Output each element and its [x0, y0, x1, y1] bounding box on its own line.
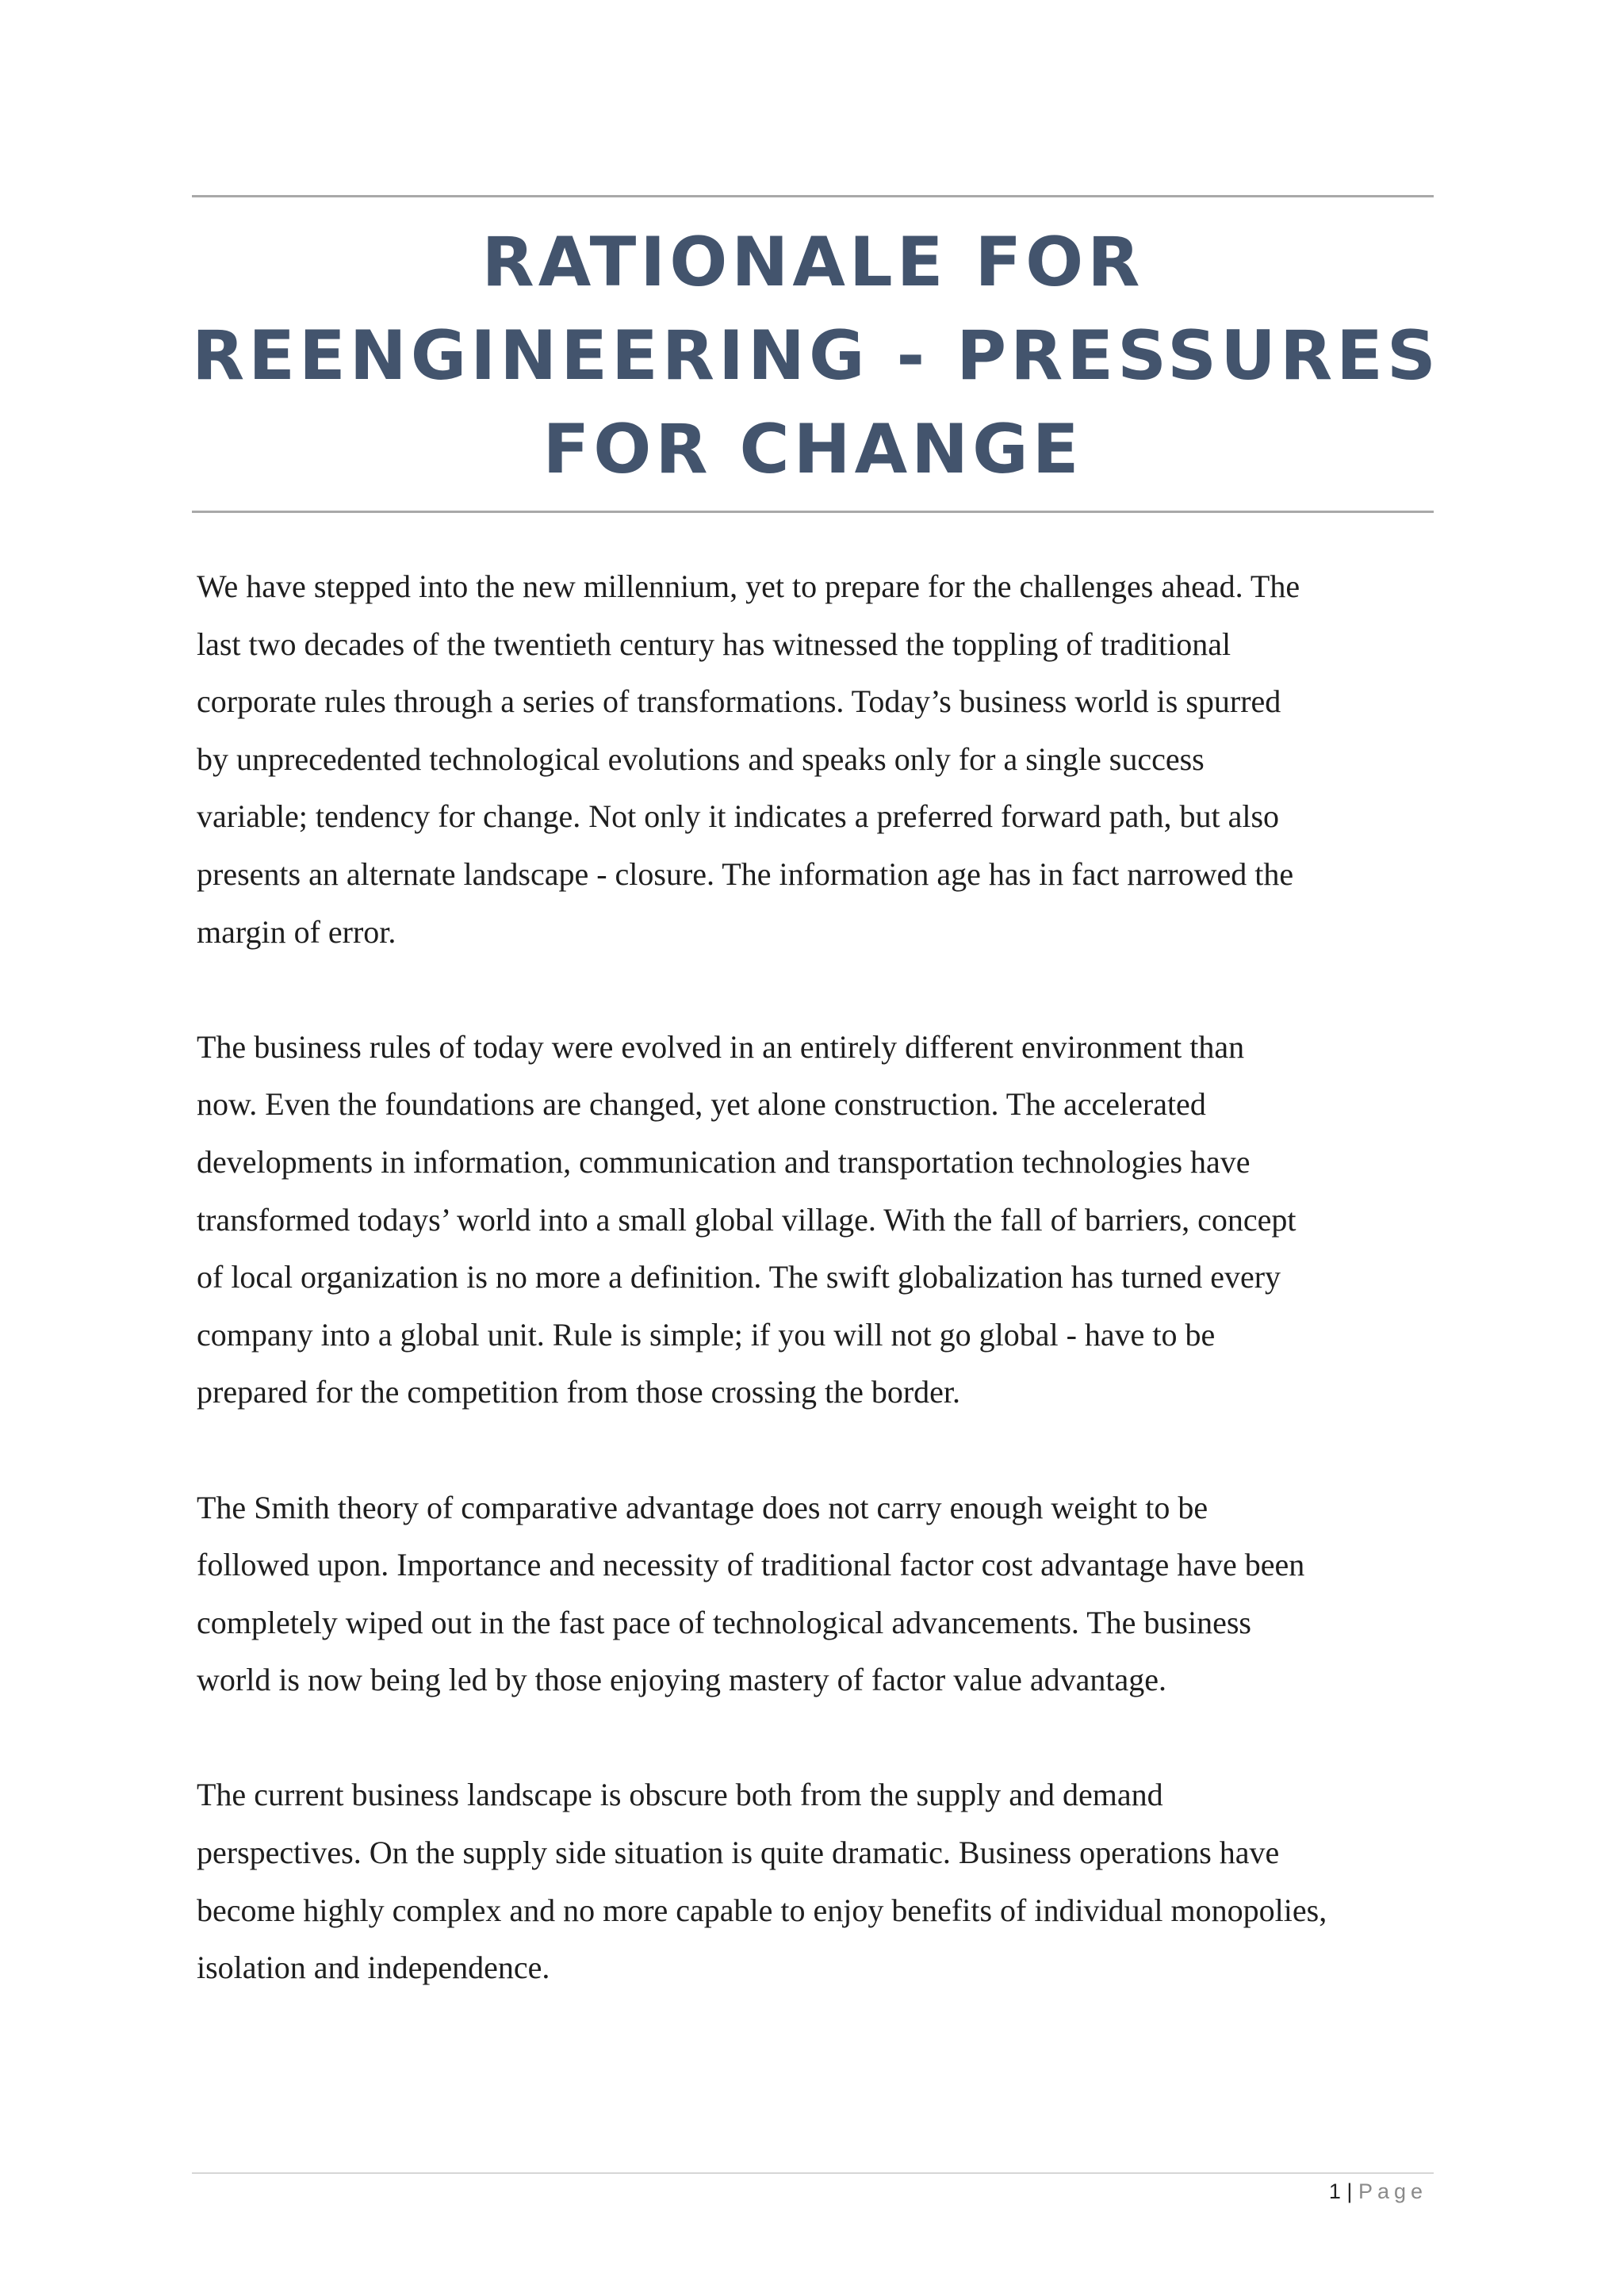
title-bottom-rule [192, 511, 1434, 513]
page-footer [1237, 2175, 1427, 2207]
page-number: 1 [1328, 2179, 1341, 2203]
title-line-1: RATIONALE FOR [481, 223, 1144, 302]
paragraph-2 [197, 1019, 1434, 1422]
text-line: by unprecedented technological evolutions and speaks only for a single success [197, 740, 1205, 777]
text-line: The business rules of today were evolved in an entirely different environment than [197, 1028, 1245, 1065]
document-body [197, 558, 1434, 2054]
title-line-3: FOR CHANGE [542, 410, 1083, 489]
page-title [192, 216, 1440, 496]
footer-separator: | [1340, 2179, 1358, 2203]
text-line: world is now being led by those enjoying mastery of factor value advantage. [197, 1662, 1166, 1698]
text-line: margin of error. [197, 913, 396, 950]
text-line: of local organization is no more a definition. The swift globalization has turned every [197, 1259, 1281, 1295]
text-line: company into a global unit. Rule is simple; if you will not go global - have to be [197, 1316, 1216, 1353]
text-line: prepared for the competition from those crossing the border. [197, 1374, 961, 1410]
text-line: completely wiped out in the fast pace of technological advancements. The business [197, 1604, 1251, 1640]
text-line: The current business landscape is obscure both from the supply and demand [197, 1777, 1163, 1813]
text-line: We have stepped into the new millennium, yet to prepare for the challenges ahead. The [197, 568, 1300, 604]
paragraph-1 [197, 558, 1434, 961]
text-line: perspectives. On the supply side situation is quite dramatic. Business operations have [197, 1835, 1280, 1871]
text-line: variable; tendency for change. Not only it indicates a preferred forward path, but also [197, 798, 1280, 835]
text-line: become highly complex and no more capable to enjoy benefits of individual monopolies, [197, 1892, 1327, 1928]
paragraph-3 [197, 1479, 1434, 1709]
text-line: last two decades of the twentieth century has witnessed the toppling of traditional [197, 626, 1231, 662]
text-line: developments in information, communication and transportation technologies have [197, 1143, 1251, 1180]
text-line: corporate rules through a series of transformations. Today’s business world is spurred [197, 683, 1281, 720]
paragraph-4 [197, 1766, 1434, 1996]
footer-rule [192, 2172, 1434, 2174]
text-line: now. Even the foundations are changed, yet alone construction. The accelerated [197, 1086, 1206, 1123]
title-line-2: REENGINEERING - PRESSURES [192, 316, 1440, 396]
title-top-rule [192, 195, 1434, 197]
text-line: followed upon. Importance and necessity of traditional factor cost advantage have been [197, 1547, 1305, 1583]
text-line: transformed todays’ world into a small global village. With the fall of barriers, concept [197, 1201, 1297, 1238]
text-line: isolation and independence. [197, 1950, 550, 1986]
text-line: presents an alternate landscape - closure. The information age has in fact narrowed the [197, 855, 1294, 892]
text-line: The Smith theory of comparative advantage does not carry enough weight to be [197, 1489, 1208, 1525]
page-label: Page [1358, 2179, 1427, 2203]
